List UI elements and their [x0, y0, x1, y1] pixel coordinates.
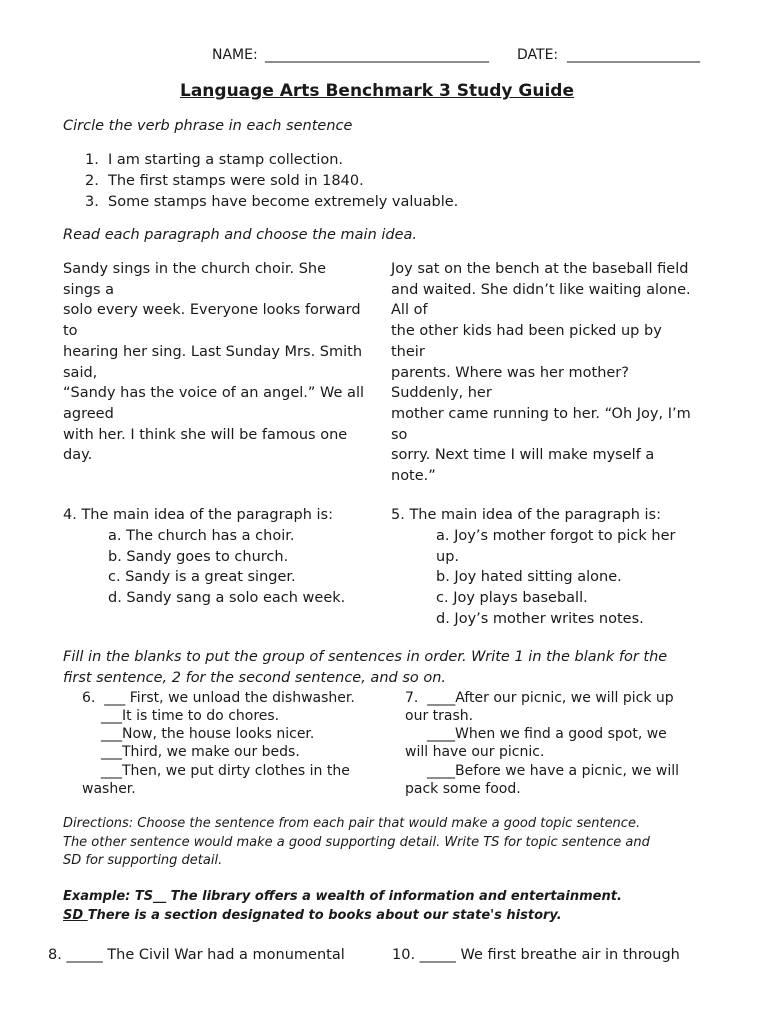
q6-line-6: washer. — [82, 781, 136, 797]
section2-instruction: Read each paragraph and choose the main idea. — [63, 227, 418, 243]
section3-instruction-line2: first sentence, 2 for the second sentence, and so on. — [63, 670, 447, 686]
q7-line-6: pack some food. — [405, 781, 521, 797]
name-blank[interactable]: ________________________________ — [265, 47, 489, 63]
paragraph-sandy: Sandy sings in the church choir. She sings a solo every week. Everyone looks forward to hearing her sing. Last Sunday Mrs. Smith said, “Sandy has the voice of an angel.” We all agreed with her. I think she will be famous one day. — [63, 261, 365, 464]
verb-item-1-text: I am starting a stamp collection. — [108, 152, 344, 168]
q5-stem: 5. The main idea of the paragraph is: — [391, 507, 661, 523]
q4-option-d[interactable]: d. Sandy sang a solo each week. — [108, 590, 346, 607]
q4-option-c[interactable]: c. Sandy is a great singer. — [108, 569, 296, 586]
q5-options — [436, 526, 675, 630]
q6-line-2[interactable]: ___It is time to do chores. — [101, 708, 280, 724]
q8[interactable]: 8. _____ The Civil War had a monumental — [48, 947, 345, 963]
q4-option-b[interactable]: b. Sandy goes to church. — [108, 548, 289, 565]
example-ts-line: Example: TS__ The library offers a wealth of information and entertainment. — [63, 889, 622, 904]
date-blank[interactable]: ___________________ — [567, 47, 700, 63]
directions: Directions: Choose the sentence from each pair that would make a good topic sentence. The other sentence would make a good supporting detail. Write TS for topic sentence and SD for supporting detail. — [63, 816, 650, 868]
q7-line-4: will have our picnic. — [405, 744, 545, 760]
q7-line-5[interactable]: ____Before we have a picnic, we will — [427, 763, 680, 779]
q7-line-1[interactable]: 7. ____After our picnic, we will pick up — [405, 690, 674, 706]
q4-options — [108, 526, 345, 609]
example-sd-line: SD There is a section designated to books about our state's history. — [63, 908, 562, 923]
verb-item-1: 1. — [85, 152, 99, 168]
q10[interactable]: 10. _____ We first breathe air in through — [392, 947, 680, 963]
page-title: Language Arts Benchmark 3 Study Guide — [180, 81, 575, 101]
paragraph-joy: Joy sat on the bench at the baseball field and waited. She didn’t like waiting alone. All of the other kids had been picked up by their parents. Where was her mother? Suddenly, her mother came running to her. “Oh Joy, I’m so sorry. Next time I will make myself a note.” — [391, 261, 691, 485]
q7-line-2: our trash. — [405, 708, 474, 724]
q6-line-3[interactable]: ___Now, the house looks nicer. — [101, 726, 315, 742]
q5-option-a[interactable]: a. Joy’s mother forgot to pick her — [436, 528, 676, 544]
q4-option-a[interactable]: a. The church has a choir. — [108, 528, 295, 544]
section3-instruction-line1: Fill in the blanks to put the group of sentences in order. Write 1 in the blank for the — [63, 649, 668, 665]
q5-option-a-cont: up. — [436, 548, 460, 565]
section1-instruction: Circle the verb phrase in each sentence — [63, 118, 353, 134]
verb-item-3: 3. — [85, 194, 99, 210]
date-label: DATE: — [517, 47, 559, 63]
q7-line-3[interactable]: ____When we find a good spot, we — [427, 726, 667, 742]
name-label: NAME: — [212, 47, 258, 63]
q5-option-d[interactable]: d. Joy’s mother writes notes. — [436, 610, 644, 627]
q6-line-5[interactable]: ___Then, we put dirty clothes in the — [101, 763, 350, 779]
q5-option-b[interactable]: b. Joy hated sitting alone. — [436, 569, 622, 586]
q4-stem: 4. The main idea of the paragraph is: — [63, 507, 333, 523]
q5-option-c[interactable]: c. Joy plays baseball. — [436, 590, 588, 607]
q6-line-4[interactable]: ___Third, we make our beds. — [101, 744, 300, 760]
verb-item-2-text: The first stamps were sold in 1840. — [108, 173, 364, 189]
verb-item-2: 2. — [85, 173, 99, 189]
q6-line-1[interactable]: 6. ___ First, we unload the dishwasher. — [82, 690, 355, 706]
verb-item-3-text: Some stamps have become extremely valuable. — [108, 194, 459, 210]
